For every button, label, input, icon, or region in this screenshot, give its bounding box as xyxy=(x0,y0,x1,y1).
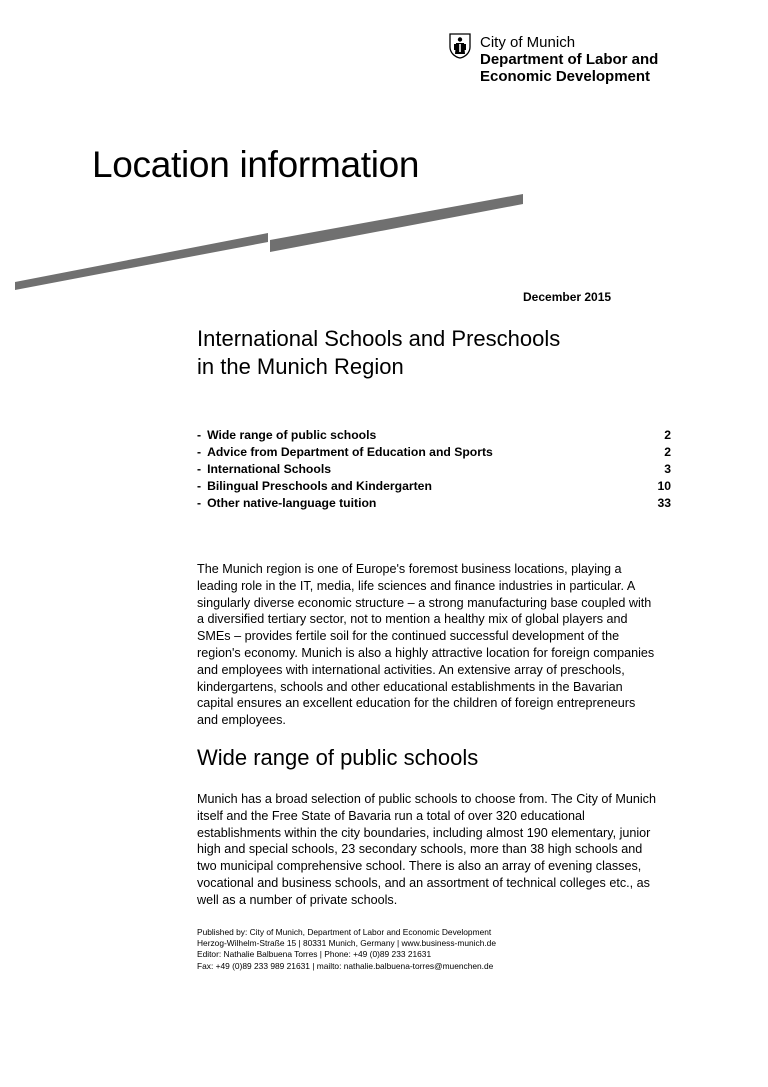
document-title-line-2: in the Munich Region xyxy=(197,354,404,379)
section-line: itself and the Free State of Bavaria run a total of over 320 educational xyxy=(197,808,585,823)
publication-date: December 2015 xyxy=(523,290,612,304)
toc-label: Advice from Department of Education and Sports xyxy=(207,445,493,459)
toc-bullet: - xyxy=(197,479,202,493)
stripe-left xyxy=(15,233,268,290)
section-line: two municipal comprehensive school. There is also an array of evening classes, xyxy=(197,859,642,874)
section-line: well as a number of private schools. xyxy=(197,892,398,907)
footer-line: Herzog-Wilhelm-Straße 15 | 80331 Munich, Germany | www.business-munich.de xyxy=(197,938,496,949)
intro-line: region's economy. Munich is also a highly attractive location for foreign companies xyxy=(197,645,655,660)
section-line: high and special schools, 23 secondary schools, more than 38 high schools and xyxy=(197,842,643,857)
footer-line: Published by: City of Munich, Department of Labor and Economic Development xyxy=(197,927,492,937)
toc-bullet: - xyxy=(197,496,202,510)
stripe-right xyxy=(270,194,523,252)
intro-paragraph xyxy=(197,561,667,729)
intro-line: SMEs – provides fertile soil for the continued successful development of the xyxy=(197,629,620,644)
toc-label: Wide range of public schools xyxy=(207,428,377,442)
toc-item[interactable] xyxy=(197,495,671,512)
toc-item[interactable] xyxy=(197,478,671,495)
section-line: vocational and business schools, and an assortment of technical colleges etc., as xyxy=(197,875,650,890)
org-line-1: City of Munich xyxy=(480,34,576,51)
toc-bullet: - xyxy=(197,428,202,442)
toc-item[interactable] xyxy=(197,427,671,444)
toc-label: Bilingual Preschools and Kindergarten xyxy=(207,479,432,493)
intro-line: and employees. xyxy=(197,713,286,728)
toc-page-number: 2 xyxy=(664,445,671,459)
intro-line: leading role in the IT, media, life sciences and finance industries in particular. A xyxy=(197,578,636,593)
toc-item[interactable] xyxy=(197,444,671,461)
toc-page-number: 33 xyxy=(657,496,671,510)
document-title-line-1: International Schools and Preschools xyxy=(197,326,561,351)
table-of-contents xyxy=(197,427,671,512)
toc-bullet: - xyxy=(197,462,202,476)
document-title xyxy=(197,325,560,381)
toc-page-number: 3 xyxy=(664,462,671,476)
decorative-stripes xyxy=(0,190,540,300)
section-heading: Wide range of public schools xyxy=(197,745,479,770)
intro-line: capital ensures an excellent education for the children of foreign entrepreneurs xyxy=(197,696,636,711)
intro-line: and employees with international activities. An extensive array of preschools, xyxy=(197,662,625,677)
section-line: Munich has a broad selection of public schools to choose from. The City of Munich xyxy=(197,792,656,806)
intro-line: singularly diverse economic structure – a strong manufacturing base coupled with xyxy=(197,595,652,610)
section-line: establishments within the city boundaries, including almost 190 elementary, junior xyxy=(197,825,651,840)
publisher-footer xyxy=(197,927,496,972)
footer-line: Fax: +49 (0)89 233 989 21631 | mailto: nathalie.balbuena-torres@muenchen.de xyxy=(197,960,494,971)
toc-page-number: 10 xyxy=(657,479,671,493)
intro-line: The Munich region is one of Europe's foremost business locations, playing a xyxy=(197,562,622,576)
toc-label: Other native-language tuition xyxy=(207,496,377,510)
section-paragraph xyxy=(197,791,672,909)
toc-bullet: - xyxy=(197,445,202,459)
organization-name xyxy=(480,34,658,85)
toc-label: International Schools xyxy=(207,462,331,476)
munich-monk-crest-icon xyxy=(449,33,471,59)
main-title: Location information xyxy=(92,144,420,185)
toc-page-number: 2 xyxy=(664,428,671,442)
org-line-2: Department of Labor and xyxy=(480,51,659,68)
toc-item[interactable] xyxy=(197,461,671,478)
org-line-3: Economic Development xyxy=(480,68,651,85)
intro-line: a diversified tertiary sector, not to mention a healthy mix of global players and xyxy=(197,612,628,627)
intro-line: kindergartens, schools and other educational establishments in the Bavarian xyxy=(197,679,623,694)
footer-line: Editor: Nathalie Balbuena Torres | Phone: +49 (0)89 233 21631 xyxy=(197,949,432,960)
